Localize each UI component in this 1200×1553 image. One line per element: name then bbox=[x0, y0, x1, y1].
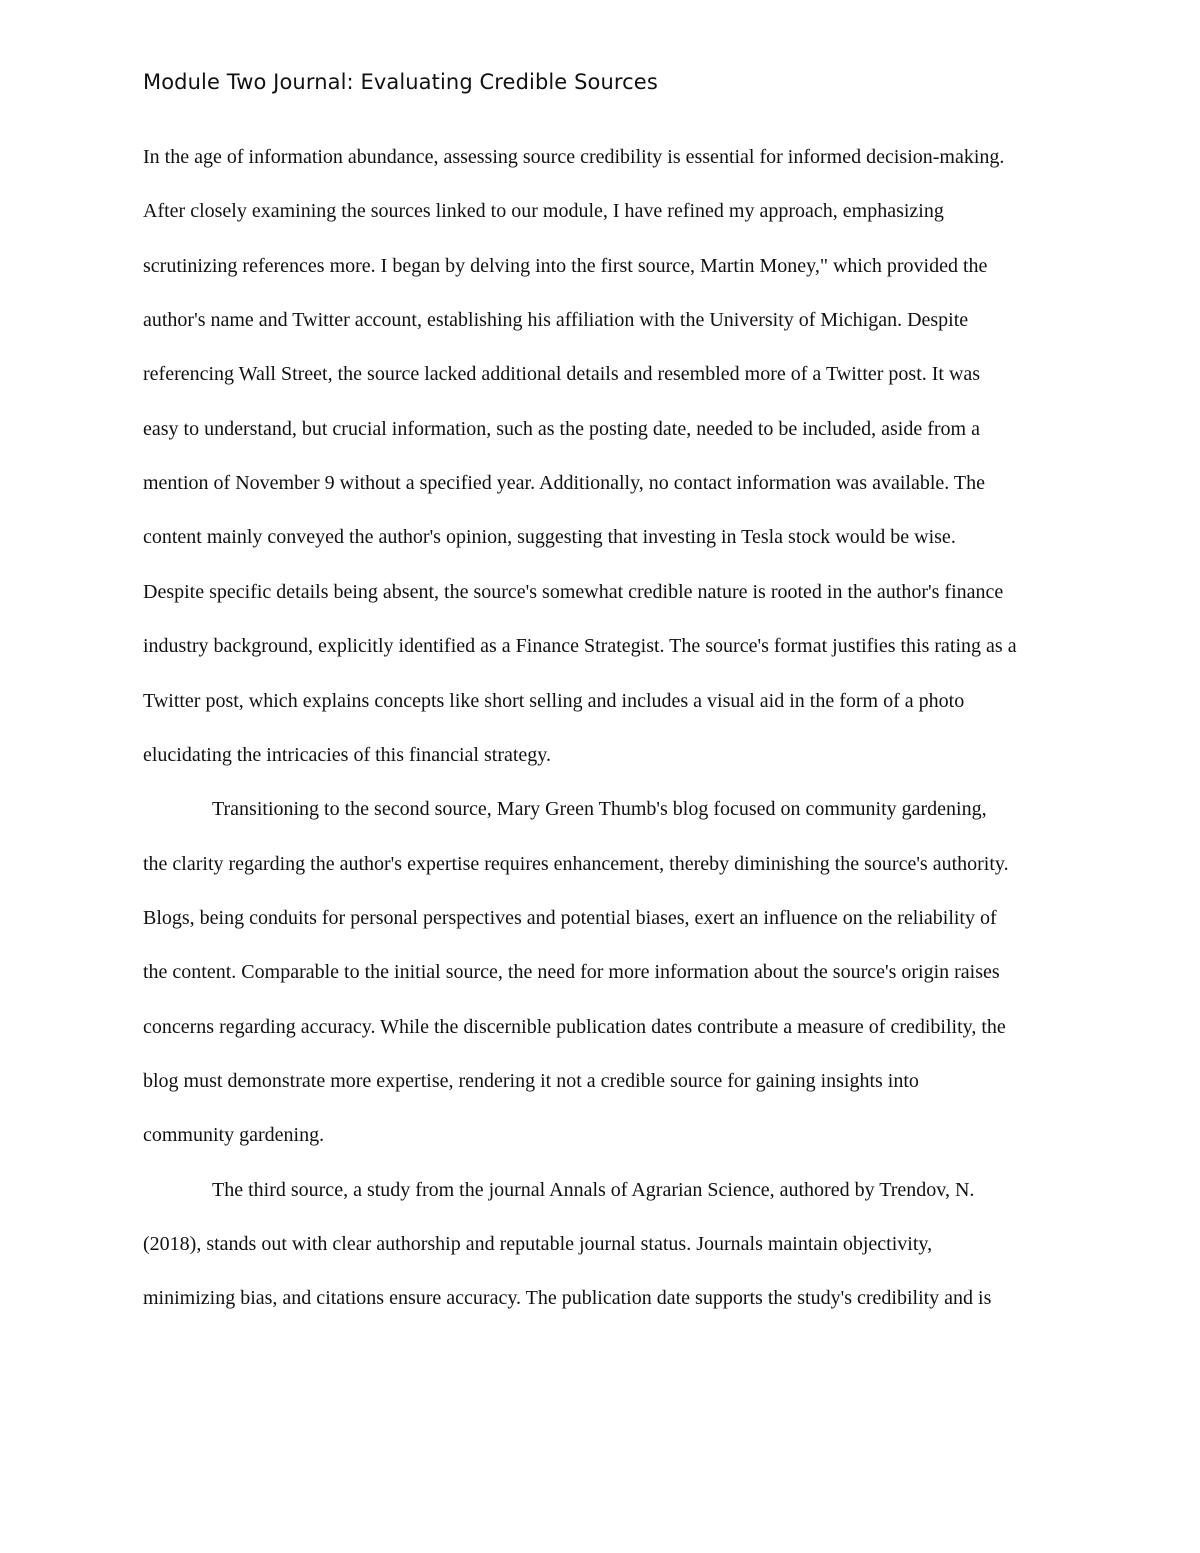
text-line: After closely examining the sources linked to our module, I have refined my approach, emphasizing bbox=[143, 200, 944, 222]
text-line: concerns regarding accuracy. While the discernible publication dates contribute a measure of credibility, the bbox=[143, 1016, 1006, 1038]
text-line: content mainly conveyed the author's opinion, suggesting that investing in Tesla stock would be wise. bbox=[143, 526, 956, 548]
text-line: Despite specific details being absent, the source's somewhat credible nature is rooted in the author's finance bbox=[143, 581, 1004, 603]
text-line: blog must demonstrate more expertise, rendering it not a credible source for gaining insights into bbox=[143, 1070, 919, 1092]
text-line: mention of November 9 without a specified year. Additionally, no contact information was available. The bbox=[143, 472, 985, 494]
text-line: In the age of information abundance, assessing source credibility is essential for informed decision-making. bbox=[143, 146, 1005, 168]
text-line: the content. Comparable to the initial source, the need for more information about the source's origin raises bbox=[143, 961, 1000, 983]
text-line: The third source, a study from the journal Annals of Agrarian Science, authored by Trendov, N. bbox=[212, 1179, 975, 1201]
text-line: Blogs, being conduits for personal perspectives and potential biases, exert an influence on the reliability of bbox=[143, 907, 997, 929]
text-line: author's name and Twitter account, establishing his affiliation with the University of Michigan. Despite bbox=[143, 309, 969, 331]
text-line: referencing Wall Street, the source lacked additional details and resembled more of a Twitter post. It was bbox=[143, 363, 981, 385]
text-line: minimizing bias, and citations ensure accuracy. The publication date supports the study's credibility and is bbox=[143, 1287, 992, 1309]
text-line: elucidating the intricacies of this financial strategy. bbox=[143, 744, 551, 766]
text-line: Twitter post, which explains concepts like short selling and includes a visual aid in the form of a photo bbox=[143, 690, 965, 712]
text-line: Transitioning to the second source, Mary Green Thumb's blog focused on community gardening, bbox=[212, 798, 987, 820]
text-line: (2018), stands out with clear authorship and reputable journal status. Journals maintain objectivity, bbox=[143, 1233, 933, 1255]
text-line: industry background, explicitly identified as a Finance Strategist. The source's format justifies this rating as a bbox=[143, 635, 1017, 657]
text-line: community gardening. bbox=[143, 1124, 325, 1146]
text-line: easy to understand, but crucial information, such as the posting date, needed to be included, aside from a bbox=[143, 418, 980, 440]
text-line: scrutinizing references more. I began by delving into the first source, Martin Money," which provided the bbox=[143, 255, 988, 277]
document-title: Module Two Journal: Evaluating Credible Sources bbox=[143, 70, 658, 94]
text-line: the clarity regarding the author's expertise requires enhancement, thereby diminishing the source's authority. bbox=[143, 853, 1009, 875]
